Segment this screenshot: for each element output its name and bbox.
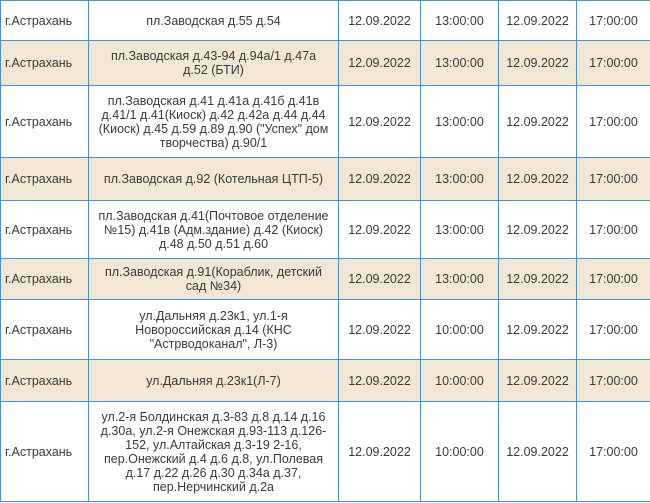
city-cell: г.Астрахань (1, 300, 89, 360)
date-start-cell: 12.09.2022 (339, 1, 421, 41)
time-start-cell: 13:00:00 (421, 41, 499, 86)
time-start-cell: 13:00:00 (421, 158, 499, 201)
date-end-cell: 12.09.2022 (499, 158, 577, 201)
date-end-cell: 12.09.2022 (499, 41, 577, 86)
city-cell: г.Астрахань (1, 41, 89, 86)
address-cell: ул.Дальняя д.23к1, ул.1-я Новороссийская д.14 (КНС "Астрводоканал", Л-3) (89, 300, 339, 360)
time-start-cell: 10:00:00 (421, 300, 499, 360)
city-cell: г.Астрахань (1, 360, 89, 402)
address-cell: пл.Заводская д.92 (Котельная ЦТП-5) (89, 158, 339, 201)
date-end-cell: 12.09.2022 (499, 201, 577, 259)
time-end-cell: 17:00:00 (577, 41, 650, 86)
address-cell: пл.Заводская д.43-94 д.94а/1 д.47а д.52 (БТИ) (89, 41, 339, 86)
address-cell: ул.Дальняя д.23к1(Л-7) (89, 360, 339, 402)
date-end-cell: 12.09.2022 (499, 360, 577, 402)
time-end-cell: 17:00:00 (577, 300, 650, 360)
table-row (1, 300, 650, 360)
table-row (1, 158, 650, 201)
date-start-cell: 12.09.2022 (339, 402, 421, 502)
time-start-cell: 10:00:00 (421, 360, 499, 402)
date-start-cell: 12.09.2022 (339, 41, 421, 86)
table-row (1, 41, 650, 86)
date-end-cell: 12.09.2022 (499, 259, 577, 300)
date-end-cell: 12.09.2022 (499, 402, 577, 502)
time-end-cell: 17:00:00 (577, 1, 650, 41)
city-cell: г.Астрахань (1, 201, 89, 259)
time-start-cell: 13:00:00 (421, 1, 499, 41)
address-cell: ул.2-я Болдинская д.3-83 д.8 д.14 д.16 д.30а, ул.2-я Онежская д.93-113 д.126-152, ул.Алтайская д.3-19 2-16, пер.Онежский д.4 д.6 д.8, ул.Полевая д.17 д.22 д.26 д.30 д.34а д.37, пер.Нерчинский д.2а (89, 402, 339, 502)
time-start-cell: 10:00:00 (421, 402, 499, 502)
table-row (1, 86, 650, 158)
date-end-cell: 12.09.2022 (499, 86, 577, 158)
date-start-cell: 12.09.2022 (339, 259, 421, 300)
time-end-cell: 17:00:00 (577, 158, 650, 201)
time-start-cell: 13:00:00 (421, 86, 499, 158)
city-cell: г.Астрахань (1, 1, 89, 41)
table-row (1, 1, 650, 41)
time-start-cell: 13:00:00 (421, 201, 499, 259)
city-cell: г.Астрахань (1, 259, 89, 300)
time-end-cell: 17:00:00 (577, 259, 650, 300)
time-start-cell: 13:00:00 (421, 259, 499, 300)
date-start-cell: 12.09.2022 (339, 158, 421, 201)
date-start-cell: 12.09.2022 (339, 201, 421, 259)
time-end-cell: 17:00:00 (577, 86, 650, 158)
date-start-cell: 12.09.2022 (339, 300, 421, 360)
date-start-cell: 12.09.2022 (339, 360, 421, 402)
table-row (1, 259, 650, 300)
address-cell: пл.Заводская д.41 д.41а д.41б д.41в д.41/1 д.41(Киоск) д.42 д.42а д.44 д.44 (Киоск) д.45 д.59 д.89 д.90 ("Успех" дом творчества) д.90/1 (89, 86, 339, 158)
table-row (1, 402, 650, 502)
date-end-cell: 12.09.2022 (499, 300, 577, 360)
date-start-cell: 12.09.2022 (339, 86, 421, 158)
city-cell: г.Астрахань (1, 86, 89, 158)
address-cell: пл.Заводская д.91(Кораблик, детский сад №34) (89, 259, 339, 300)
table-row (1, 360, 650, 402)
time-end-cell: 17:00:00 (577, 360, 650, 402)
address-cell: пл.Заводская д.55 д.54 (89, 1, 339, 41)
city-cell: г.Астрахань (1, 402, 89, 502)
time-end-cell: 17:00:00 (577, 201, 650, 259)
time-end-cell: 17:00:00 (577, 402, 650, 502)
address-cell: пл.Заводская д.41(Почтовое отделение №15) д.41в (Адм.здание) д.42 (Киоск) д.48 д.50 д.51 д.60 (89, 201, 339, 259)
date-end-cell: 12.09.2022 (499, 1, 577, 41)
table-row (1, 201, 650, 259)
city-cell: г.Астрахань (1, 158, 89, 201)
